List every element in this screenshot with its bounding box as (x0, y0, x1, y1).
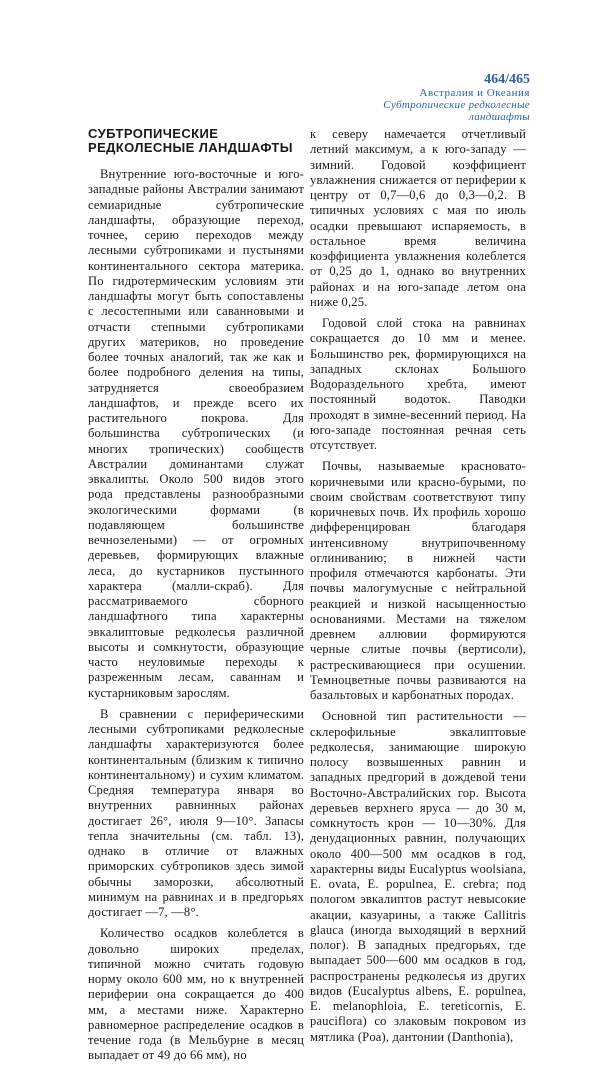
paragraph: В сравнении с периферическими лесными субтропиками редколесные ландшафты характеризуются более континентальным (близким к типично континентальному) и сухим климатом. Средняя температура января во внутренних равнинных районах достигает 26°, июля 9—10°. Запасы тепла значительны (см. табл. 13), однако в отличие от влажных приморских субтропиков здесь зимой обычны заморозки, абсолютный минимум на равнинах и в предгорьях достигает —7, —8°. (88, 706, 304, 919)
title-line1: СУБТРОПИЧЕСКИЕ (88, 126, 219, 141)
paragraph: Количество осадков колеблется в довольно широких пределах, типичной можно считать годовую норму около 600 мм, но к внутренней периферии она сокращается до 400 мм, а местами ниже. Характерно равномерное распределение осадков в течение года (в Мельбурне в месяц выпадает от 49 до 66 мм), но (88, 926, 304, 1063)
left-column (88, 127, 304, 1070)
right-column (310, 127, 526, 1051)
paragraph-continuation: к северу намечается отчетливый летний максимум, а к юго-западу — зимний. Годовой коэффициент увлажнения снижается от периферии к центру от 0,7—0,6 до 0,3—0,2. В типичных условиях с мая по июль осадки превышают испаряемость, в остальное время величина коэффициента увлажнения колеблется от 0,25 до 1, однако во внутренних районах и на юго-западе летом она ниже 0,25. (310, 127, 526, 309)
title-line2: РЕДКОЛЕСНЫЕ ЛАНДШАФТЫ (88, 140, 293, 155)
paragraph: Основной тип растительности — склерофильные эвкалиптовые редколесья, занимающие широкую полосу возвышенных равнин и западных предгорий в дождевой тени Восточно-Австралийских гор. Высота деревьев верхнего яруса — до 30 м, сомкнутость крон — 10—30%. Для денудационных равнин, получающих около 400—500 мм осадков в год, характерны виды Eucalyptus woolsiana, E. ovata, E. populnea, E. crebra; под пологом эвкалиптов растут невысокие акации, казуарины, а также Callitris glauca (иногда выходящий в верхний полог). В западных предгорьях, где выпадает 500—600 мм осадков в год, распространены редколесья из других видов (Eucalyptus albens, E. populnea, E. melanophloia, E. tereticornis, E. pauciflora) со злаковым покровом из мятлика (Poa), дантонии (Danthonia), (310, 709, 526, 1044)
running-header (383, 72, 530, 123)
subsection-title-line1: Субтропические редколесные (383, 99, 530, 111)
paragraph: Почвы, называемые красновато-коричневыми или красно-бурыми, по своим свойствам соответствуют типу коричневых почв. Их профиль хорошо дифференцирован благодаря интенсивному внутрипочвенному оглиниванию; в нижней части профиля отмечаются карбонаты. Эти почвы малогумусные с нейтральной реакцией и низкой насыщенностью основаниями. Местами на тяжелом древнем аллювии формируются черные слитые почвы (вертисоли), растрескивающиеся при осушении. Темноцветные почвы развиваются на базальтовых и карбонатных породах. (310, 459, 526, 702)
article-title (88, 127, 304, 155)
paragraph: Внутренние юго-восточные и юго-западные районы Австралии занимают семиаридные субтропические ландшафты, образующие переход, точнее, серию переходов между лесными субтропиками и пустынями континентального сектора материка. По гидротермическим условиям эти ландшафты могут быть сопоставлены с лесостепными или саванновыми и отчасти степными субтропиками других материков, но проведение более точных аналогий, так же как и более подробного деления на типы, затрудняется своеобразием ландшафтов, и прежде всего их растительного покрова. Для большинства субтропических (и многих тропических) сообществ Австралии доминантами служат эвкалипты. Около 500 видов этого рода представлены разнообразными экологическими формами (в подавляющем большинстве вечнозелеными) — от огромных деревьев, формирующих влажные леса, до кустарников пустынного характера (малли-скраб). Для рассматриваемого сборного ландшафтного типа характерны эвкалиптовые редколесья различной высоты и сомкнутости, образующие часто неуловимые переходы к разреженным лесам, саваннам и кустарниковым зарослям. (88, 167, 304, 700)
section-title: Австралия и Океания (419, 87, 530, 99)
paragraph: Годовой слой стока на равнинах сокращается до 10 мм и менее. Большинство рек, формирующихся на западных склонах Большого Водораздельного хребта, имеют постоянный водоток. Паводки проходят в зимне-весенний период. На юго-западе постоянная речная сеть отсутствует. (310, 316, 526, 452)
page-numbers: 464/465 (484, 72, 530, 87)
subsection-title-line2: ландшафты (468, 111, 530, 123)
